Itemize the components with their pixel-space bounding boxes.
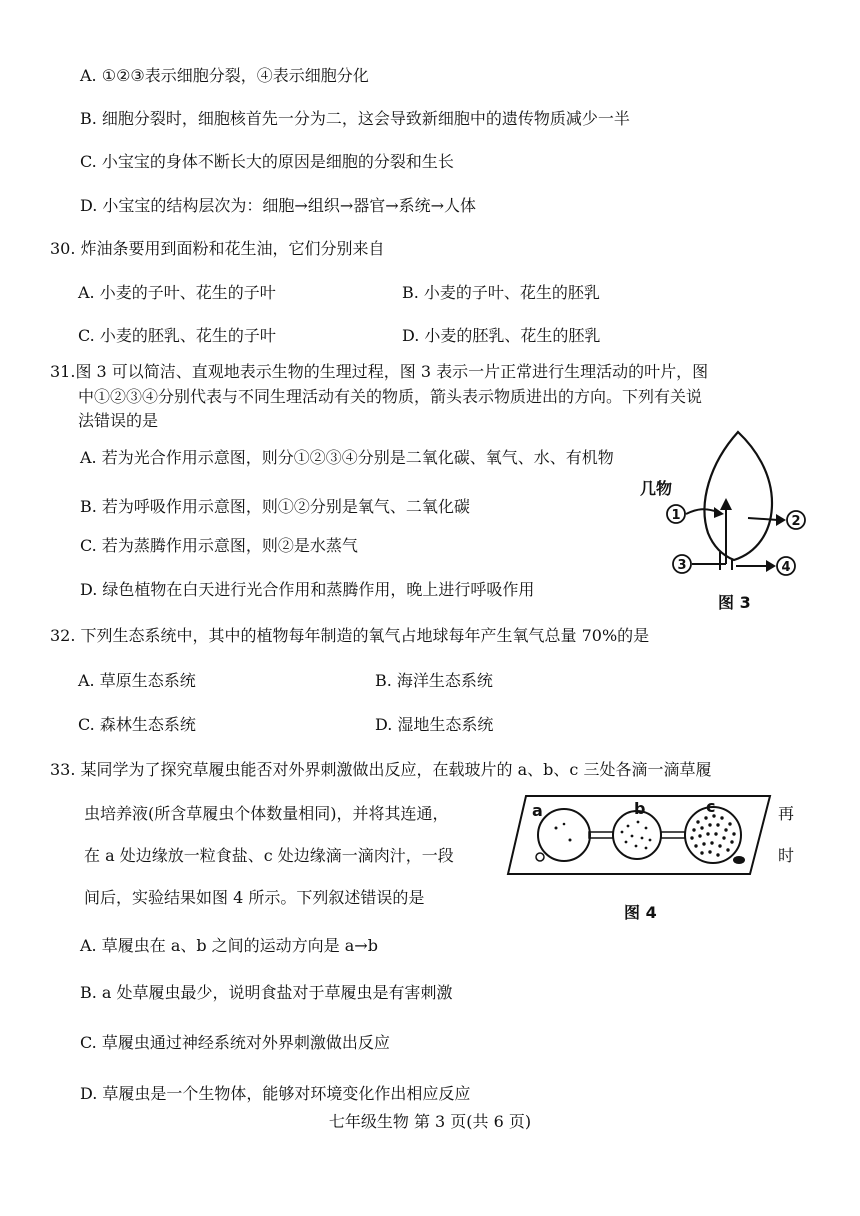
figure-4-label-c: c <box>706 797 716 816</box>
q31-stem-line2: 中①②③④分别代表与不同生理活动有关的物质，箭头表示物质进出的方向。下列有关说 <box>78 387 703 406</box>
q32-option-d: D. 湿地生态系统 <box>375 715 494 734</box>
q30-option-c: C. 小麦的胚乳、花生的子叶 <box>78 326 276 345</box>
arrow-2-line <box>748 518 778 520</box>
page-footer: 七年级生物 第 3 页(共 6 页) <box>328 1112 532 1131</box>
q30-option-a: A. 小麦的子叶、花生的子叶 <box>78 283 276 302</box>
label-2: 2 <box>791 514 801 529</box>
q33-stem-line2-right: 再 <box>778 804 795 823</box>
q29-option-b: B. 细胞分裂时，细胞核首先一分为二，这会导致新细胞中的遗传物质减少一半 <box>80 109 630 128</box>
q31-stem-line3: 法错误的是 <box>78 411 159 430</box>
figure-4-label-b: b <box>634 799 646 818</box>
q33-stem-line3-left: 在 a 处边缘放一粒食盐、c 处边缘滴一滴肉汁，一段 <box>84 846 454 865</box>
q32-option-a: A. 草原生态系统 <box>78 671 196 690</box>
channel-bc <box>661 832 685 838</box>
arrow-4-head <box>766 560 776 572</box>
figure-4-caption: 图 4 <box>624 903 657 922</box>
q33-stem-line4: 间后，实验结果如图 4 所示。下列叙述错误的是 <box>84 888 425 907</box>
arrow-3-head <box>720 498 732 510</box>
label-3: 3 <box>677 558 687 573</box>
q32-option-c: C. 森林生态系统 <box>78 715 196 734</box>
drop-c-organisms <box>690 814 735 856</box>
q33-option-c: C. 草履虫通过神经系统对外界刺激做出反应 <box>80 1033 390 1052</box>
label-4: 4 <box>781 560 791 575</box>
q29-option-d: D. 小宝宝的结构层次为：细胞→组织→器官→系统→人体 <box>80 196 477 215</box>
q32-option-b: B. 海洋生态系统 <box>375 671 493 690</box>
figure-4-label-a: a <box>532 801 543 820</box>
figure-3-overflow-text: 几物 <box>640 479 673 498</box>
meat-juice-drop <box>733 856 745 864</box>
q33-stem-line1: 33. 某同学为了探究草履虫能否对外界刺激做出反应，在载玻片的 a、b、c 三处各滴一滴草履 <box>50 760 712 779</box>
q30-option-d: D. 小麦的胚乳、花生的胚乳 <box>402 326 601 345</box>
q29-option-c: C. 小宝宝的身体不断长大的原因是细胞的分裂和生长 <box>80 152 454 171</box>
q33-option-b: B. a 处草履虫最少，说明食盐对于草履虫是有害刺激 <box>80 983 453 1002</box>
q29-option-a: A. ①②③表示细胞分裂，④表示细胞分化 <box>80 66 369 85</box>
drop-b-organisms <box>621 821 652 850</box>
q32-stem: 32. 下列生态系统中，其中的植物每年制造的氧气占地球每年产生氧气总量 70%的是 <box>50 626 650 645</box>
channel-ab <box>589 832 613 838</box>
q33-stem-line2-left: 虫培养液(所含草履虫个体数量相同)，并将其连通， <box>84 804 449 823</box>
q30-option-b: B. 小麦的子叶、花生的胚乳 <box>402 283 600 302</box>
leaf-diagram-figure-3 <box>640 428 820 618</box>
q31-option-b: B. 若为呼吸作用示意图，则①②分别是氧气、二氧化碳 <box>80 497 470 516</box>
q31-option-c: C. 若为蒸腾作用示意图，则②是水蒸气 <box>80 536 358 555</box>
q31-option-a: A. 若为光合作用示意图，则分①②③④分别是二氧化碳、氧气、水、有机物 <box>80 448 614 467</box>
q33-stem-line3-right: 时 <box>778 846 795 865</box>
q30-stem: 30. 炸油条要用到面粉和花生油，它们分别来自 <box>50 239 385 258</box>
figure-3-caption: 图 3 <box>718 593 751 612</box>
q33-option-a: A. 草履虫在 a、b 之间的运动方向是 a→b <box>80 936 378 955</box>
drop-b <box>613 811 661 859</box>
q31-stem-line1: 31.图 3 可以简洁、直观地表示生物的生理过程，图 3 表示一片正常进行生理活动的叶片，图 <box>50 362 709 381</box>
arrow-2-head <box>776 514 786 526</box>
slide-diagram-figure-4 <box>506 794 772 924</box>
leaf-outline <box>705 432 772 560</box>
salt-grain <box>536 853 544 861</box>
drop-a <box>538 809 590 861</box>
q33-option-d: D. 草履虫是一个生物体，能够对环境变化作出相应反应 <box>80 1084 471 1103</box>
label-1: 1 <box>671 508 681 523</box>
q31-option-d: D. 绿色植物在白天进行光合作用和蒸腾作用，晚上进行呼吸作用 <box>80 580 535 599</box>
arrow-1-path <box>686 509 718 514</box>
